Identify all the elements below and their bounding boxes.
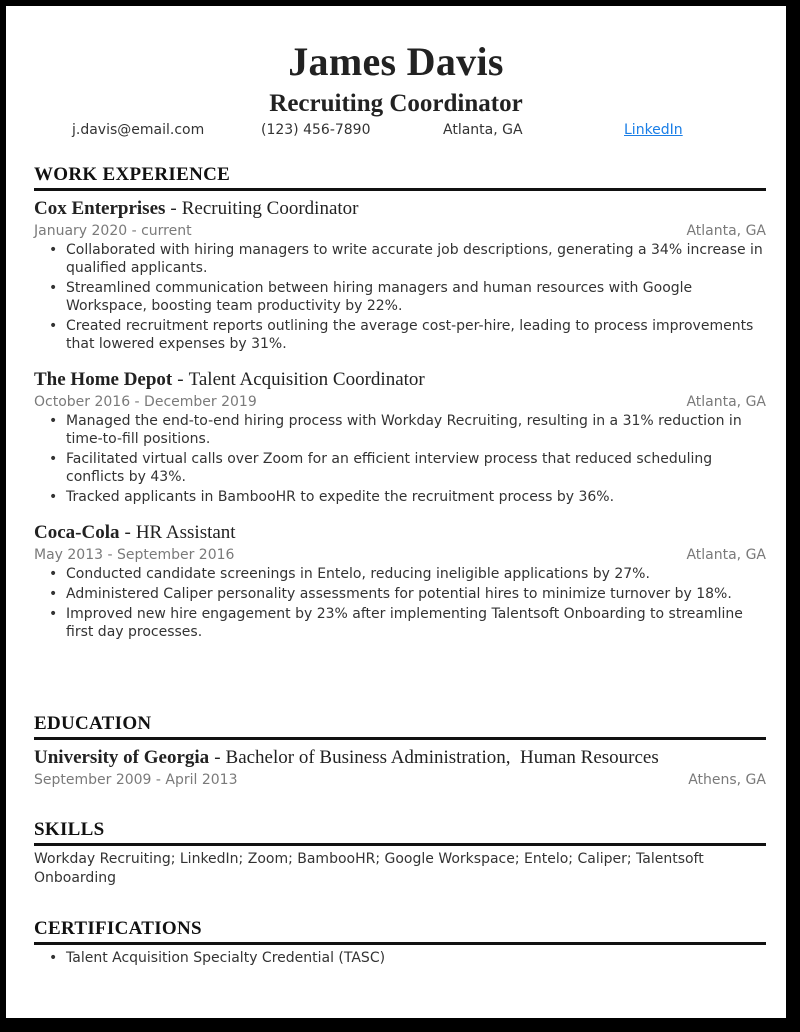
entry-location: Atlanta, GA <box>686 547 766 563</box>
bullet-item: • Conducted candidate screenings in Entelo, reducing ineligible applications by 27%. <box>46 565 766 583</box>
bullet-item: • Administered Caliper personality assessments for potential hires to minimize turnover by 18%. <box>46 585 766 603</box>
entry-position: Recruiting Coordinator <box>181 198 359 219</box>
entry-org: Cox Enterprises <box>34 198 166 219</box>
linkedin-link[interactable]: LinkedIn <box>624 122 683 138</box>
contact-row <box>6 122 786 142</box>
entry-meta <box>34 392 766 412</box>
entry-separator: - <box>170 198 177 219</box>
bullet-item: • Managed the end-to-end hiring process with Workday Recruiting, resulting in a 31% reduction in time-to-fill positions. <box>46 412 766 448</box>
entry-bullets <box>46 412 766 506</box>
entry-title <box>34 368 766 392</box>
entry-separator: - <box>214 747 221 768</box>
entry-position: HR Assistant <box>135 522 236 543</box>
work-experience-section <box>34 164 766 643</box>
entry-dates: October 2016 - December 2019 <box>34 394 257 410</box>
entry-separator: - <box>124 522 131 543</box>
entry-position: Talent Acquisition Coordinator <box>188 369 425 390</box>
candidate-role: Recruiting Coordinator <box>269 90 523 117</box>
entry-location: Atlanta, GA <box>686 394 766 410</box>
entry-meta <box>34 221 766 241</box>
section-heading: WORK EXPERIENCE <box>34 164 766 191</box>
education-section <box>34 713 766 790</box>
entry-title <box>34 746 766 770</box>
entry-dates: September 2009 - April 2013 <box>34 772 238 788</box>
bullet-item: • Improved new hire engagement by 23% after implementing Talentsoft Onboarding to streamline first day processes. <box>46 605 766 641</box>
entry-degree: Bachelor of Business Administration, Human Resources <box>225 747 659 768</box>
entry-bullets <box>46 565 766 641</box>
bullet-item: • Created recruitment reports outlining the average cost-per-hire, leading to process improvements that lowered expenses by 31%. <box>46 317 766 353</box>
work-entry <box>34 197 766 353</box>
bullet-item: • Facilitated virtual calls over Zoom for an efficient interview process that reduced scheduling conflicts by 43%. <box>46 450 766 486</box>
entry-bullets <box>46 241 766 353</box>
work-entry <box>34 368 766 506</box>
contact-email: j.davis@email.com <box>72 122 205 138</box>
bullet-item: • Collaborated with hiring managers to write accurate job descriptions, generating a 34% increase in qualified applicants. <box>46 241 766 277</box>
entry-separator: - <box>177 369 184 390</box>
bullet-item: • Tracked applicants in BambooHR to expedite the recruitment process by 36%. <box>46 488 766 506</box>
entry-title <box>34 521 766 545</box>
entry-org: The Home Depot <box>34 369 173 390</box>
contact-phone: (123) 456-7890 <box>261 122 371 138</box>
entry-dates: January 2020 - current <box>34 223 192 239</box>
skills-section <box>34 819 766 888</box>
entry-title <box>34 197 766 221</box>
certification-list <box>46 949 766 967</box>
section-heading: EDUCATION <box>34 713 766 740</box>
entry-dates: May 2013 - September 2016 <box>34 547 235 563</box>
work-entry <box>34 521 766 641</box>
bullet-item: • Streamlined communication between hiring managers and human resources with Google Workspace, boosting team productivity by 22%. <box>46 279 766 315</box>
contact-location: Atlanta, GA <box>443 122 523 138</box>
entry-location: Athens, GA <box>688 772 766 788</box>
certification-item: • Talent Acquisition Specialty Credential (TASC) <box>46 949 766 967</box>
candidate-name: James Davis <box>288 39 504 84</box>
section-heading: CERTIFICATIONS <box>34 918 766 945</box>
section-heading: SKILLS <box>34 819 766 846</box>
entry-org: Coca-Cola <box>34 522 120 543</box>
resume-content <box>6 6 786 1018</box>
skills-list: Workday Recruiting; LinkedIn; Zoom; BambooHR; Google Workspace; Entelo; Caliper; Talentsoft Onboarding <box>34 851 704 886</box>
certifications-section <box>34 918 766 969</box>
resume-page <box>6 6 786 1018</box>
entry-location: Atlanta, GA <box>686 223 766 239</box>
entry-meta <box>34 545 766 565</box>
entry-org: University of Georgia <box>34 747 210 768</box>
entry-meta <box>34 770 766 790</box>
education-entry <box>34 746 766 790</box>
